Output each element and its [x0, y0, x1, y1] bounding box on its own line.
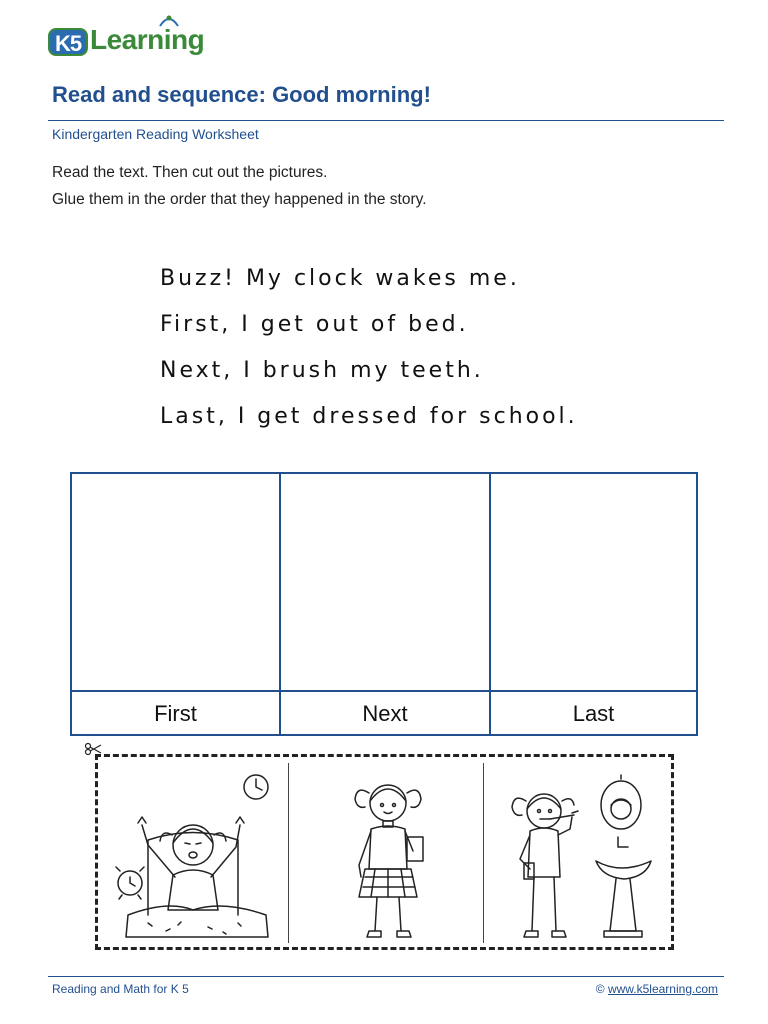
k5-learning-logo: [48, 22, 218, 62]
logo-star-icon: [158, 14, 180, 28]
sequence-grid: [70, 472, 698, 736]
copyright-symbol: ©: [595, 982, 605, 996]
sequence-label-first: First: [154, 701, 197, 726]
girl-brushing-teeth-picture[interactable]: [496, 765, 666, 943]
k5-logo-badge: K5: [48, 28, 88, 56]
page-subtitle: Kindergarten Reading Worksheet: [52, 126, 259, 142]
header-divider: [48, 120, 724, 121]
sequence-label-next: Next: [362, 701, 408, 726]
girl-dressed-for-school-picture[interactable]: [303, 765, 473, 943]
instruction-line-2: Glue them in the order that they happened in the story.: [52, 191, 427, 208]
page-title: Read and sequence: Good morning!: [52, 82, 431, 107]
picture-divider: [483, 763, 484, 943]
girl-waking-in-bed-picture[interactable]: [108, 765, 278, 943]
instruction-line-1: Read the text. Then cut out the pictures.: [52, 164, 328, 181]
cutout-picture-strip: [95, 754, 674, 950]
story-line-1: Buzz! My clock wakes me.: [160, 266, 520, 291]
story-line-3: Next, I brush my teeth.: [160, 358, 484, 383]
k5learning-link[interactable]: www.k5learning.com: [607, 982, 718, 996]
k5-logo-word: Learning: [90, 24, 205, 55]
picture-divider: [288, 763, 289, 943]
footer-tagline: Reading and Math for K 5: [52, 982, 189, 996]
story-line-4: Last, I get dressed for school.: [160, 404, 578, 429]
grid-row-divider: [72, 690, 696, 692]
sequence-label-last: Last: [572, 701, 615, 726]
story-line-2: First, I get out of bed.: [160, 312, 469, 337]
footer-copyright: [596, 982, 718, 996]
footer-divider: [48, 976, 724, 977]
